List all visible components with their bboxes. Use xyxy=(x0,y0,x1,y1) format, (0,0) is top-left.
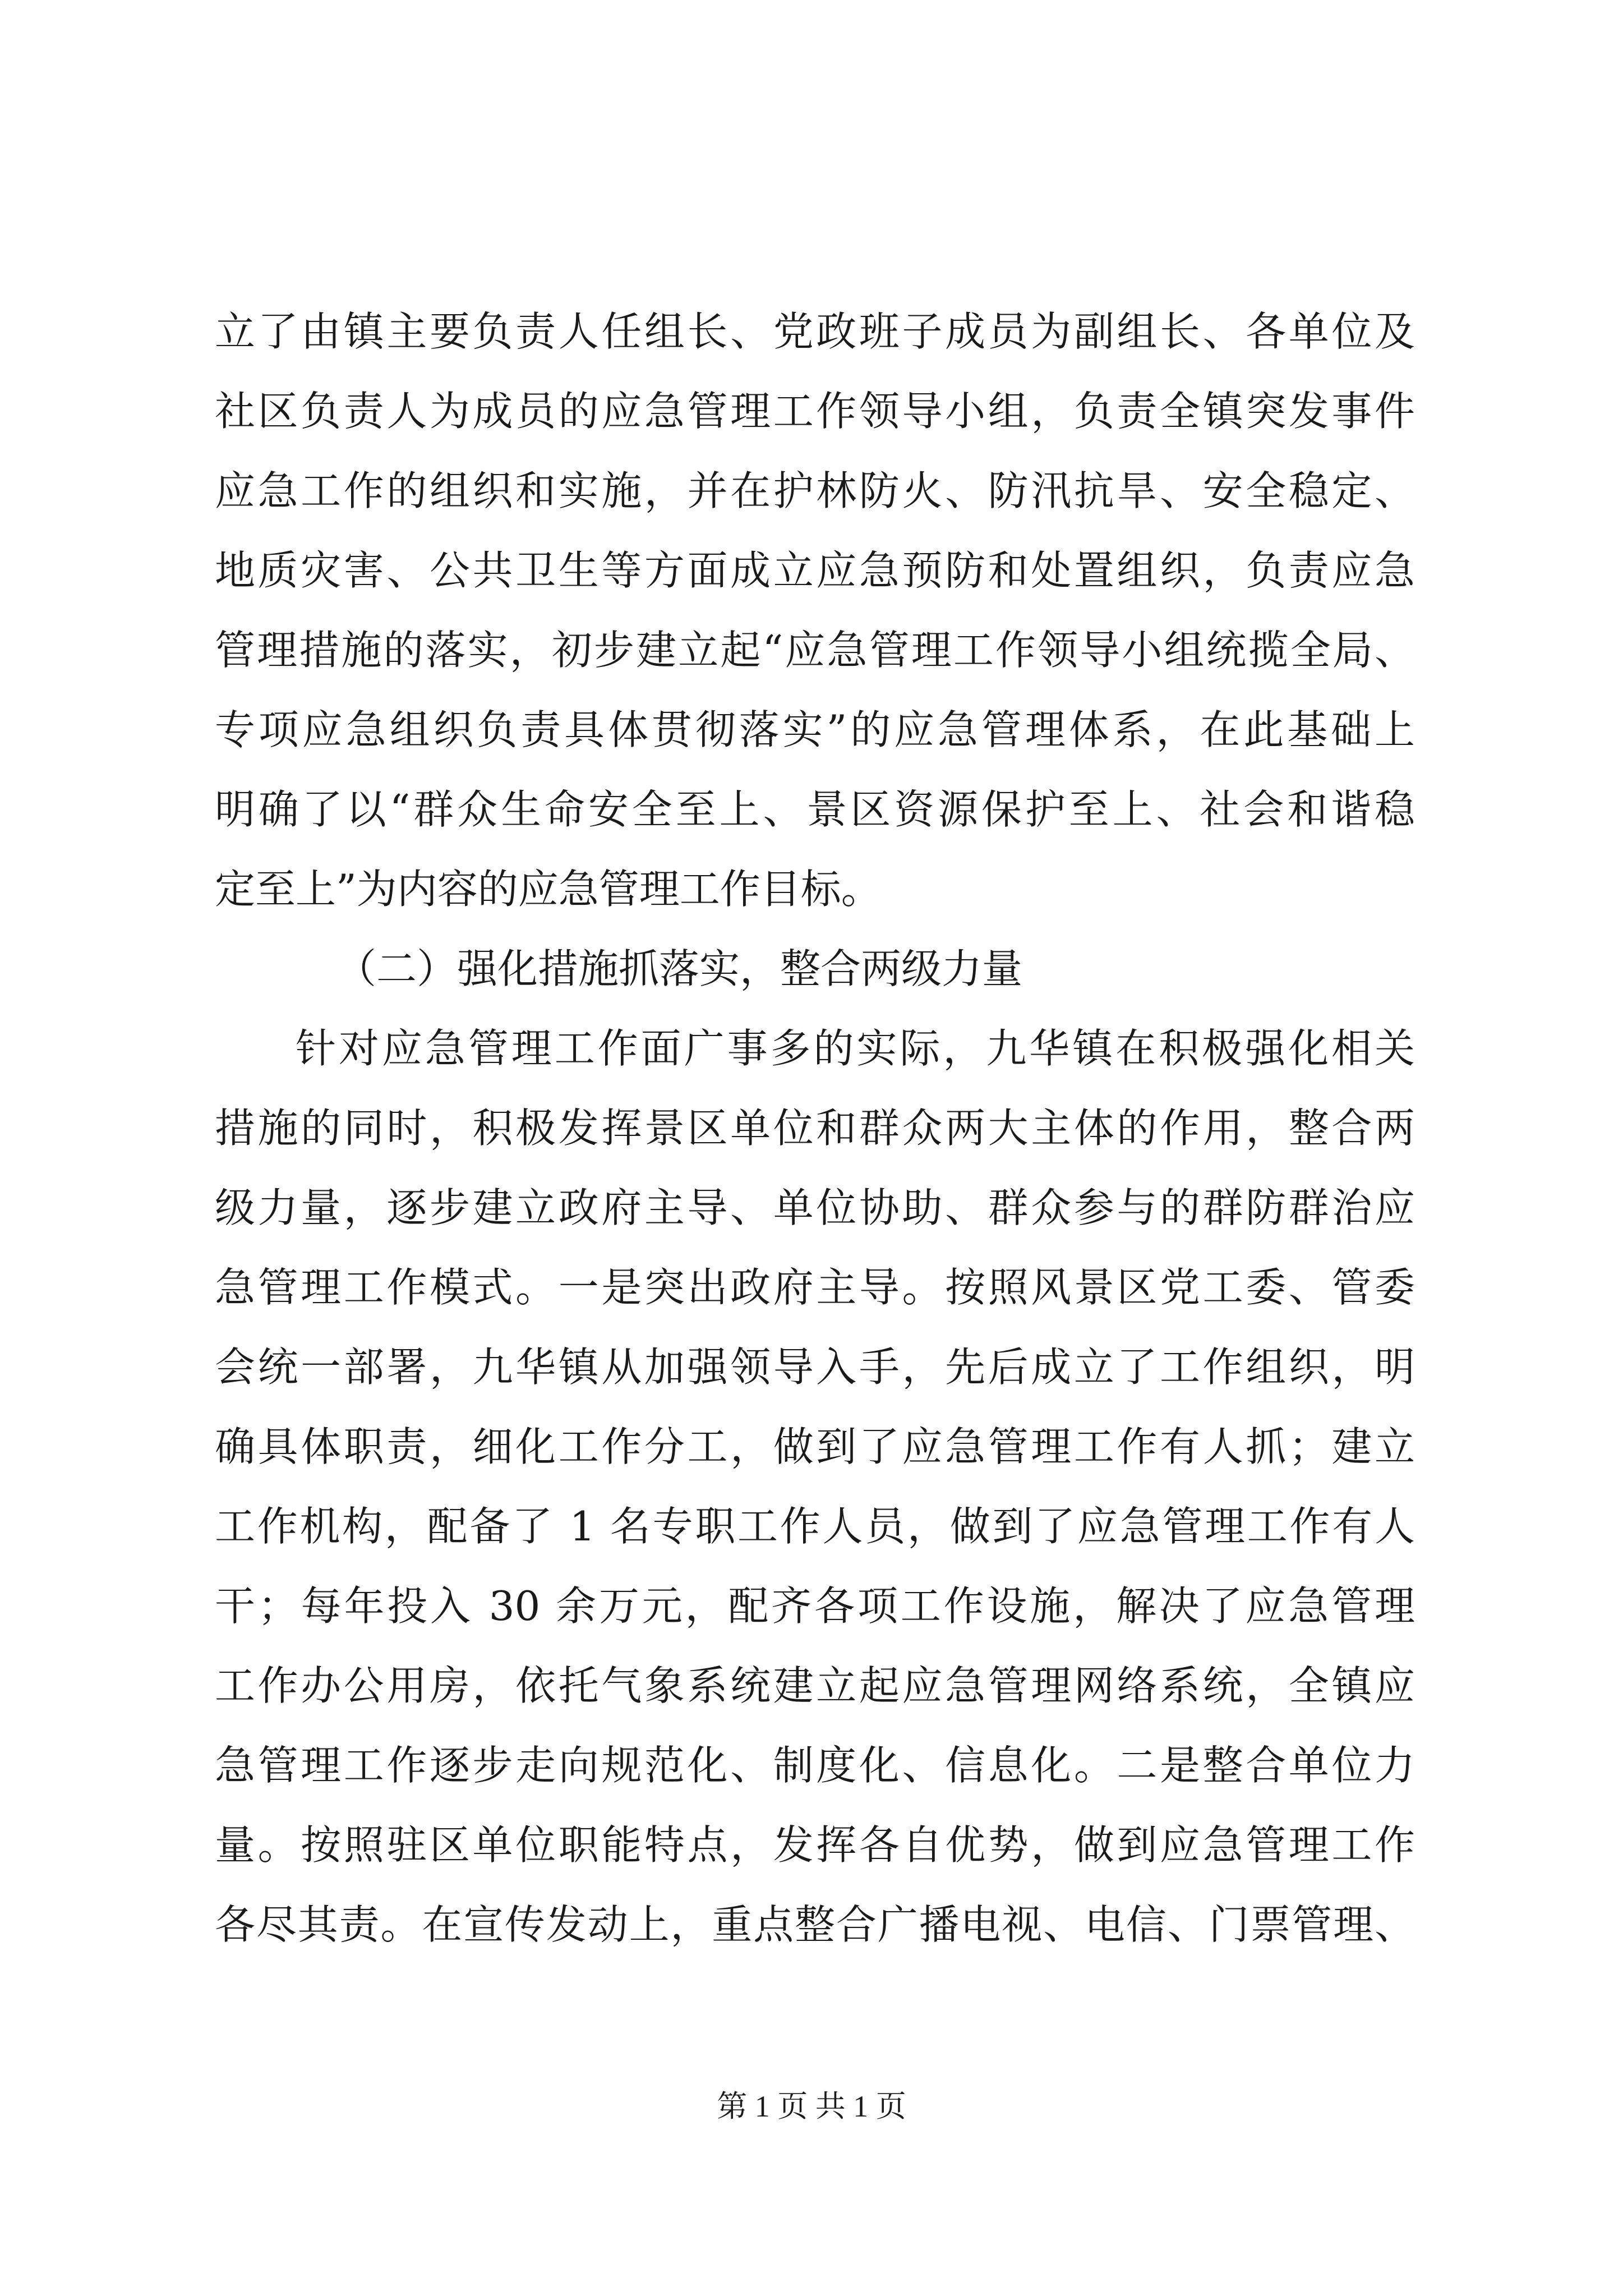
text-line: 急管理工作逐步走向规范化、制度化、信息化。二是整合单位力 xyxy=(215,1742,1415,1789)
text-line: 专项应急组织负责具体贯彻落实”的应急管理体系，在此基础上 xyxy=(215,706,1415,753)
text-line: 工作办公用房，依托气象系统建立起应急管理网络系统，全镇应 xyxy=(215,1662,1415,1709)
text-line: 工作机构，配备了 1 名专职工作人员，做到了应急管理工作有人 xyxy=(215,1503,1415,1550)
text-line: 级力量，逐步建立政府主导、单位协助、群众参与的群防群治应 xyxy=(215,1184,1415,1231)
text-line: 应急工作的组织和实施，并在护林防火、防汛抗旱、安全稳定、 xyxy=(215,467,1415,514)
text-line: 社区负责人为成员的应急管理工作领导小组，负责全镇突发事件 xyxy=(215,388,1415,435)
text-line: 各尽其责。在宣传发动上，重点整合广播电视、电信、门票管理、 xyxy=(215,1901,1415,1948)
text-line: 地质灾害、公共卫生等方面成立应急预防和处置组织，负责应急 xyxy=(215,547,1415,594)
text-line: 针对应急管理工作面广事多的实际，九华镇在积极强化相关 xyxy=(296,1025,1415,1072)
text-line: 措施的同时，积极发挥景区单位和群众两大主体的作用，整合两 xyxy=(215,1105,1415,1152)
text-line: 立了由镇主要负责人任组长、党政班子成员为副组长、各单位及 xyxy=(215,308,1415,355)
text-line: 管理措施的落实，初步建立起“应急管理工作领导小组统揽全局、 xyxy=(215,627,1415,674)
text-line: 会统一部署，九华镇从加强领导入手，先后成立了工作组织，明 xyxy=(215,1343,1415,1391)
text-line: 明确了以“群众生命安全至上、景区资源保护至上、社会和谐稳 xyxy=(215,786,1415,833)
text-line: 干；每年投入 30 余万元，配齐各项工作设施，解决了应急管理 xyxy=(215,1582,1415,1630)
text-line: 量。按照驻区单位职能特点，发挥各自优势，做到应急管理工作 xyxy=(215,1821,1415,1869)
page-number: 第 1 页 共 1 页 xyxy=(717,2090,906,2123)
document-body xyxy=(215,292,1415,1964)
section-heading: （二）强化措施抓落实，整合两级力量 xyxy=(336,945,1023,992)
text-line: 急管理工作模式。一是突出政府主导。按照风景区党工委、管委 xyxy=(215,1264,1415,1311)
page-footer xyxy=(0,2087,1623,2126)
text-line: 确具体职责，细化工作分工，做到了应急管理工作有人抓；建立 xyxy=(215,1423,1415,1470)
text-line: 定至上”为内容的应急管理工作目标。 xyxy=(215,866,882,913)
